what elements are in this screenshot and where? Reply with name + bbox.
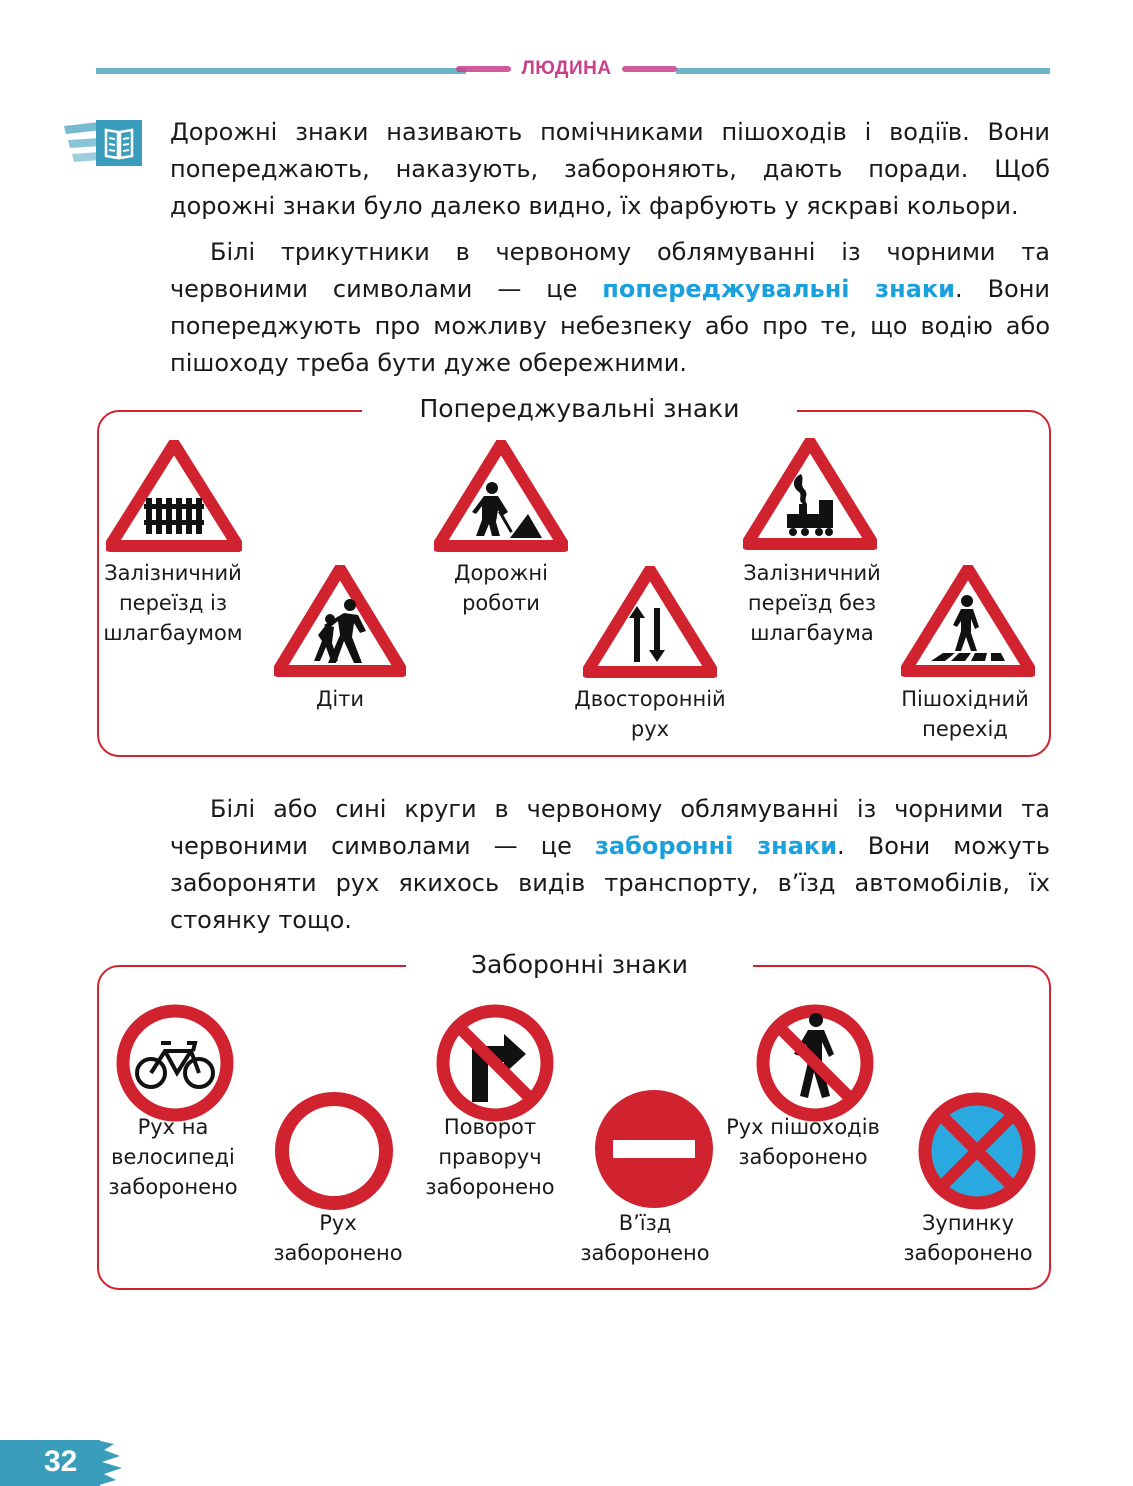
page-number-brush-icon xyxy=(96,1440,126,1486)
sign-caption: В’їзд заборонено xyxy=(580,1211,710,1265)
sign-caption: Залізничний переїзд із шлагбаумом xyxy=(103,561,243,645)
prohibitory-intro-paragraph xyxy=(170,791,1050,939)
middle-text-end: . Вони можуть забороняти рух якихось видів транспорту, в’їзд автомобілів, їх стоянку тощо. xyxy=(170,832,1051,934)
prohibitory-signs-title: Заборонні знаки xyxy=(406,950,753,979)
railroad-crossing-with-barrier-icon xyxy=(106,440,242,556)
sign-caption: Поворот праворуч заборонено xyxy=(425,1115,555,1199)
two-way-traffic-icon xyxy=(583,566,717,682)
intro-p2-text-end: . Вони попереджують про можливу небезпеку або про те, що водію або пішоходу треба бути дуже обережними. xyxy=(170,275,1051,377)
ornament-left-icon xyxy=(456,66,511,72)
sign-caption: Двосторонній рух xyxy=(574,687,726,741)
sign-caption: Зупинку заборонено xyxy=(903,1211,1033,1265)
intro-p2-text: Білі трикутники в червоному облямуванні із чорними та червоними символами — це xyxy=(170,238,1050,303)
no-bicycles-icon xyxy=(115,1003,235,1127)
page-number: 32 xyxy=(0,1440,100,1486)
sign-caption: Дорожні роботи xyxy=(454,561,548,615)
sign-caption: Діти xyxy=(315,687,365,711)
middle-text: Білі або сині круги в червоному облямуванні із чорними та червоними символами — це xyxy=(170,795,1050,860)
sign-caption: Рух пішоходів заборонено xyxy=(726,1115,880,1169)
sign-caption: Залізничний переїзд без шлагбаума xyxy=(743,561,881,645)
book-icon xyxy=(62,118,144,172)
section-header xyxy=(0,58,1133,80)
no-right-turn-icon xyxy=(434,1002,556,1128)
intro-paragraph-1: Дорожні знаки називають помічниками пішоходів і водіїв. Вони попереджають, наказують, забороняють, дають поради. Щоб дорожні знаки було далеко видно, їх фарбують у яскраві кольори. xyxy=(170,118,1050,220)
children-icon xyxy=(274,565,406,681)
no-pedestrians-icon xyxy=(754,1002,876,1128)
sign-caption: Рух на велосипеді заборонено xyxy=(108,1115,238,1199)
pedestrian-crossing-icon xyxy=(901,565,1035,681)
ornament-right-icon xyxy=(622,66,677,72)
warning-signs-term: попереджувальні знаки xyxy=(602,275,956,303)
sign-caption: Рух заборонено xyxy=(273,1211,403,1265)
railroad-crossing-without-barrier-icon xyxy=(743,438,877,554)
no-stopping-icon xyxy=(916,1090,1038,1216)
road-works-icon xyxy=(434,440,568,556)
intro-paragraph-2 xyxy=(170,234,1050,382)
no-vehicles-icon xyxy=(273,1090,395,1216)
prohibitory-signs-term: заборонні знаки xyxy=(594,832,838,860)
section-title: ЛЮДИНА xyxy=(521,58,612,79)
sign-caption: Пішохідний перехід xyxy=(901,687,1029,741)
no-entry-icon xyxy=(593,1088,715,1214)
warning-signs-title: Попереджувальні знаки xyxy=(362,394,797,423)
